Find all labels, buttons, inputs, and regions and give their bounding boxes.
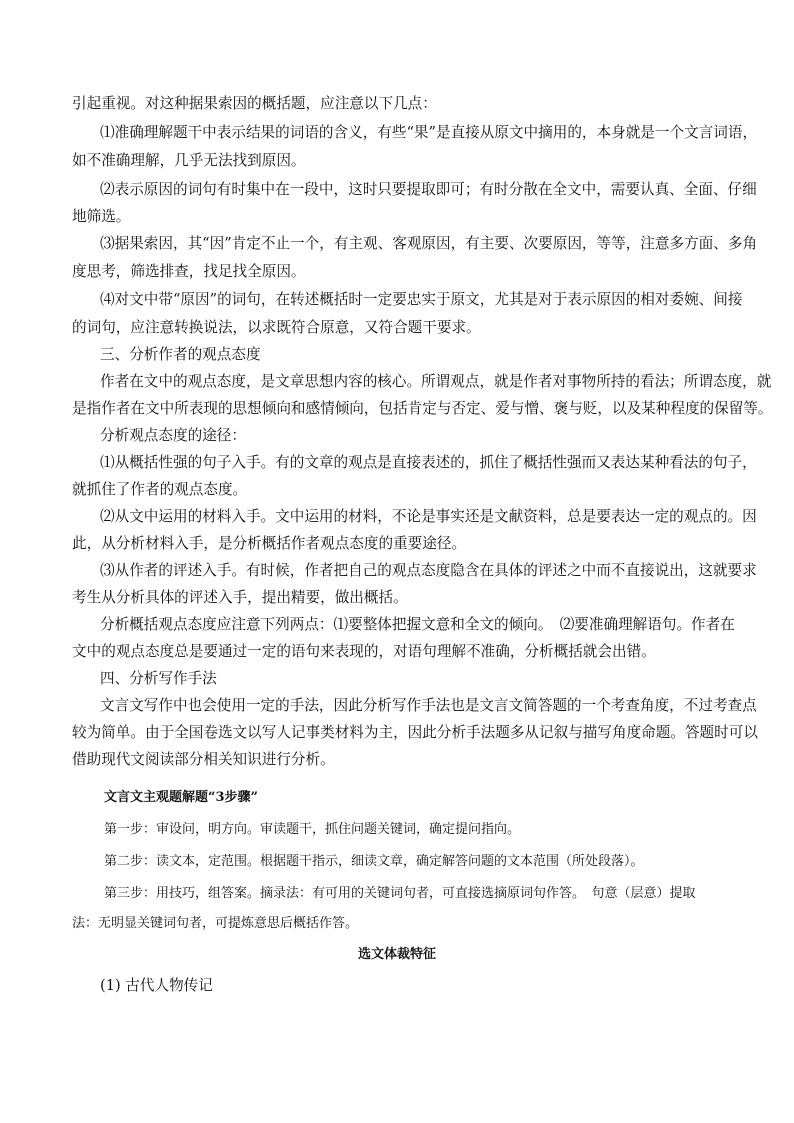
tip-box-title: 文言文主观题解题“3步骤” bbox=[104, 790, 259, 805]
paragraph-line: 如不准确理解，几乎无法找到原因。 bbox=[72, 152, 306, 169]
section-heading-genre: 选文体裁特征 bbox=[357, 947, 436, 962]
list-item-2: ⑵表示原因的词句有时集中在一段中，这时只要提取即可；有时分散在全文中，需要认真、全面、仔细 bbox=[100, 181, 757, 198]
paragraph-line: 考生从分析具体的评述入手，提出精要，做出概括。 bbox=[72, 589, 408, 606]
paragraph-line: 地筛选。 bbox=[72, 208, 131, 225]
paragraph-line: 度思考，筛选排查，找足找全原因。 bbox=[72, 263, 306, 280]
tip-step-3: 第三步：用技巧，组答案。摘录法：有可用的关键词句者，可直接选摘原词句作答。 句意（层意）提取 bbox=[104, 886, 696, 901]
section-heading-4: 四、分析写作手法 bbox=[100, 670, 217, 687]
paragraph-line: 作者在文中的观点态度，是文章思想内容的核心。所谓观点，就是作者对事物所持的看法；所谓态度，就 bbox=[100, 373, 772, 390]
tip-step-3-continued: 法：无明显关键词句者，可提炼意思后概括作答。 bbox=[72, 916, 359, 931]
paragraph-line: 借助现代文阅读部分相关知识进行分析。 bbox=[72, 751, 335, 768]
paragraph-line: 文中的观点态度总是要通过一定的语句来表现的，对语句理解不准确，分析概括就会出错。 bbox=[72, 643, 656, 660]
paragraph-line: 是指作者在文中所表现的思想倾向和感情倾向，包括肯定与否定、爱与憎、褒与贬，以及某种程度的保留等。 bbox=[72, 400, 773, 417]
section-heading-3: 三、分析作者的观点态度 bbox=[100, 346, 261, 363]
paragraph-line: 就抓住了作者的观点态度。 bbox=[72, 481, 248, 498]
list-item-2: ⑵从文中运用的材料入手。文中运用的材料，不论是事实还是文献资料，总是要表达一定的观点的。因 bbox=[100, 508, 757, 525]
list-item-1: ⑴从概括性强的句子入手。有的文章的观点是直接表述的，抓住了概括性强而又表达某种看法的句子， bbox=[100, 454, 757, 471]
paragraph-line: 分析概括观点态度应注意下列两点：⑴要整体把握文意和全文的倾向。 ⑵要准确理解语句。作者在 bbox=[100, 616, 735, 633]
list-item-3: ⑶从作者的评述入手。有时候，作者把自己的观点态度隐含在具体的评述之中而不直接说出，这就要求 bbox=[100, 562, 757, 579]
tip-step-1: 第一步：审设问，明方向。审读题干，抓住问题关键词，确定提问指向。 bbox=[104, 822, 521, 837]
tip-step-2: 第二步：读文本，定范围。根据题干指示，细读文章，确定解答问题的文本范围（所处段落）。 bbox=[104, 854, 644, 869]
list-item-genre-1: (1) 古代人物传记 bbox=[100, 977, 213, 994]
paragraph-line: 的词句，应注意转换说法，以求既符合原意，又符合题干要求。 bbox=[72, 319, 481, 336]
paragraph-line: 较为简单。由于全国卷选文以写人记事类材料为主，因此分析手法题多从记叙与描写角度命题。答题时可以 bbox=[72, 724, 758, 741]
paragraph-line: 引起重视。对这种据果索因的概括题，应注意以下几点： bbox=[72, 95, 437, 112]
list-item-3: ⑶据果索因，其“因”肯定不止一个，有主观、客观原因，有主要、次要原因，等等，注意多方面、多角 bbox=[100, 235, 758, 252]
paragraph-line: 文言文写作中也会使用一定的手法，因此分析写作手法也是文言文简答题的一个考查角度，不过考查点 bbox=[100, 697, 757, 714]
list-item-4: ⑷对文中带“原因”的词句，在转述概括时一定要忠实于原文，尤其是对于表示原因的相对委婉、间接 bbox=[100, 291, 743, 308]
list-item-1: ⑴准确理解题干中表示结果的词语的含义，有些“果”是直接从原文中摘用的，本身就是一个文言词语， bbox=[100, 124, 758, 141]
paragraph-line: 此，从分析材料入手，是分析概括作者观点态度的重要途径。 bbox=[72, 535, 467, 552]
paragraph-line: 分析观点态度的途径： bbox=[100, 427, 246, 444]
